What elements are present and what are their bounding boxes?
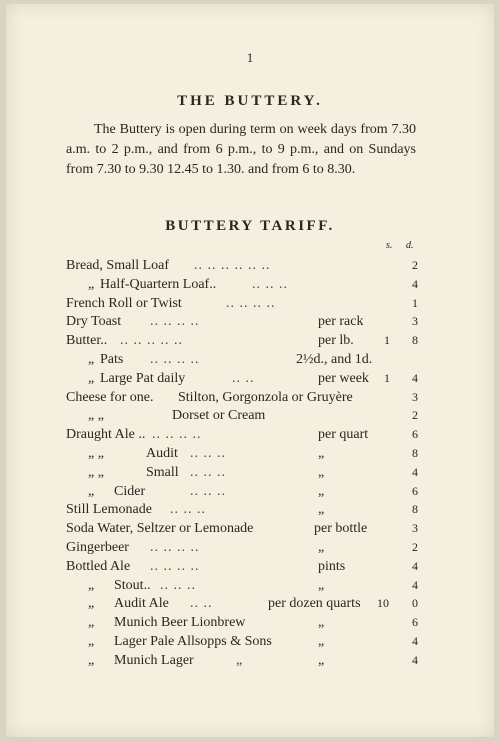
- ditto-marks: „: [88, 596, 95, 612]
- unit-label: per week: [318, 370, 369, 386]
- tariff-row: [0, 275, 500, 294]
- ditto-marks: „: [88, 370, 95, 386]
- item-name: Butter..: [66, 333, 108, 349]
- leader-dots: .. .. .. ..: [150, 352, 200, 367]
- pence-value: 6: [412, 427, 418, 442]
- leader-dots: .. .. .. ..: [226, 295, 276, 311]
- item-name: Bread, Small Loaf: [66, 258, 170, 273]
- pence-value: 4: [412, 464, 418, 479]
- tariff-row: [0, 369, 500, 388]
- item-name: Half-Quartern Loaf..: [100, 276, 217, 292]
- tariff-row: [0, 482, 500, 501]
- item-name: Gingerbeer: [66, 540, 129, 555]
- unit-label: „: [318, 540, 325, 555]
- item-name: Dry Toast: [66, 314, 122, 330]
- tariff-row: [0, 331, 500, 350]
- leader-dots: .. ..: [190, 596, 213, 612]
- pence-value: 4: [412, 634, 418, 648]
- pence-value: 8: [412, 446, 418, 460]
- unit-label: „: [318, 483, 325, 499]
- leader-dots: .. .. ..: [190, 483, 226, 499]
- tariff-row: [0, 444, 500, 463]
- ditto-marks: „: [88, 615, 95, 631]
- tariff-title: BUTTERY TARIFF.: [165, 218, 335, 234]
- unit-label: per rack: [318, 314, 364, 330]
- item-name: Munich Lager: [114, 652, 194, 668]
- ditto-marks: „: [88, 352, 95, 367]
- leader-dots: .. .. ..: [170, 502, 206, 518]
- pence-value: 6: [412, 615, 418, 630]
- shillings-value: 1: [384, 333, 390, 348]
- pence-value: 2: [412, 540, 418, 554]
- ditto-marks: „ „: [88, 446, 104, 461]
- opening-hours-paragraph: The Buttery is open during term on week days from 7.30 a.m. to 2 p.m., and from 6 p.m., to 9 p.m., and on Sundays from 7.30 to 9.30 12.45 to 1.30. and from 6 to 8.30.: [66, 122, 416, 177]
- unit-label: pints: [318, 558, 346, 574]
- pence-value: 1: [412, 295, 418, 310]
- pence-value: 4: [412, 577, 418, 592]
- unit-label: „: [318, 464, 325, 480]
- tariff-row: [0, 294, 500, 313]
- tariff-row: [0, 388, 500, 407]
- pence-value: 2: [412, 408, 418, 423]
- tariff-row: [0, 500, 500, 519]
- unit-label: „: [318, 634, 325, 649]
- item-name: Stout..: [114, 577, 151, 593]
- ditto-marks: „: [88, 276, 95, 292]
- leader-dots: .. .. ..: [252, 276, 288, 292]
- item-name: Cheese for one.: [66, 389, 154, 405]
- pence-value: 6: [412, 483, 418, 498]
- item-name: Audit Ale: [114, 596, 169, 612]
- item-name: Audit: [146, 446, 178, 461]
- leader-dots: „: [236, 652, 244, 668]
- unit-label: per bottle: [314, 521, 368, 537]
- page-title: THE BUTTERY.: [177, 93, 323, 109]
- leader-dots: .. .. .. ..: [152, 427, 202, 443]
- tariff-row: [0, 312, 500, 331]
- shillings-column-header: s.: [386, 240, 393, 251]
- unit-label: per lb.: [318, 333, 354, 349]
- pence-value: 4: [412, 276, 418, 291]
- unit-label: „: [318, 652, 325, 668]
- pence-value: 8: [412, 333, 418, 348]
- leader-dots: .. .. .. .. ..: [120, 333, 183, 349]
- unit-label: „: [318, 615, 325, 631]
- item-name: Munich Beer Lionbrew: [114, 615, 246, 631]
- tariff-row: [0, 350, 500, 369]
- unit-label: per quart: [318, 427, 369, 443]
- pence-value: 0: [412, 596, 418, 611]
- item-name: Still Lemonade: [66, 502, 152, 518]
- item-name: Cider: [114, 483, 146, 499]
- leader-dots: .. .. .. ..: [150, 314, 200, 330]
- pence-value: 3: [412, 521, 418, 536]
- page-number: 1: [246, 50, 254, 65]
- ditto-marks: „: [88, 577, 95, 593]
- tariff-row: [0, 594, 500, 613]
- unit-label: 2½d., and 1d.: [296, 352, 373, 367]
- tariff-row: [0, 519, 500, 538]
- tariff-row: [0, 425, 500, 444]
- shillings-value: 1: [384, 370, 390, 385]
- unit-label: „: [318, 446, 325, 461]
- item-name: French Roll or Twist: [66, 295, 182, 311]
- tariff-row: [0, 651, 500, 670]
- ditto-marks: „: [88, 634, 95, 649]
- shillings-value: 10: [377, 596, 389, 611]
- unit-label: Stilton, Gorgonzola or Gruyère: [178, 389, 353, 405]
- leader-dots: .. .. .. ..: [150, 558, 200, 574]
- tariff-row: [0, 632, 500, 651]
- ditto-marks: „: [88, 483, 95, 499]
- leader-dots: .. .. .. ..: [150, 540, 200, 555]
- item-name: Lager Pale Allsopps & Sons: [114, 634, 272, 649]
- unit-label: per dozen quarts: [268, 596, 361, 612]
- leader-dots: .. ..: [232, 370, 255, 386]
- tariff-row: [0, 613, 500, 632]
- item-name: Large Pat daily: [100, 370, 186, 386]
- pence-value: 8: [412, 502, 418, 517]
- tariff-row: [0, 557, 500, 576]
- leader-dots: .. .. ..: [160, 577, 196, 593]
- unit-label: „: [318, 577, 325, 593]
- pence-value: 4: [412, 558, 418, 573]
- ditto-marks: „ „: [88, 408, 104, 424]
- tariff-row: [0, 256, 500, 275]
- tariff-row: [0, 463, 500, 482]
- tariff-row: [0, 576, 500, 595]
- tariff-row: [0, 406, 500, 425]
- item-name: Bottled Ale: [66, 558, 131, 574]
- pence-value: 3: [412, 314, 418, 329]
- pence-value: 2: [412, 258, 418, 272]
- item-name: Small: [146, 464, 179, 480]
- item-name: Soda Water, Seltzer or Lemonade: [66, 521, 254, 537]
- leader-dots: .. .. ..: [190, 446, 226, 461]
- leader-dots: .. .. ..: [190, 464, 226, 480]
- pence-value: 4: [412, 652, 418, 667]
- unit-label: „: [318, 502, 325, 518]
- pence-value: 3: [412, 389, 418, 404]
- pence-value: 4: [412, 370, 418, 385]
- item-name: Dorset or Cream: [172, 408, 266, 424]
- item-name: Draught Ale ..: [66, 427, 146, 443]
- pence-column-header: d.: [406, 240, 414, 251]
- ditto-marks: „: [88, 652, 95, 668]
- tariff-row: [0, 538, 500, 557]
- leader-dots: .. .. .. .. .. ..: [194, 258, 271, 273]
- ditto-marks: „ „: [88, 464, 104, 480]
- item-name: Pats: [100, 352, 124, 367]
